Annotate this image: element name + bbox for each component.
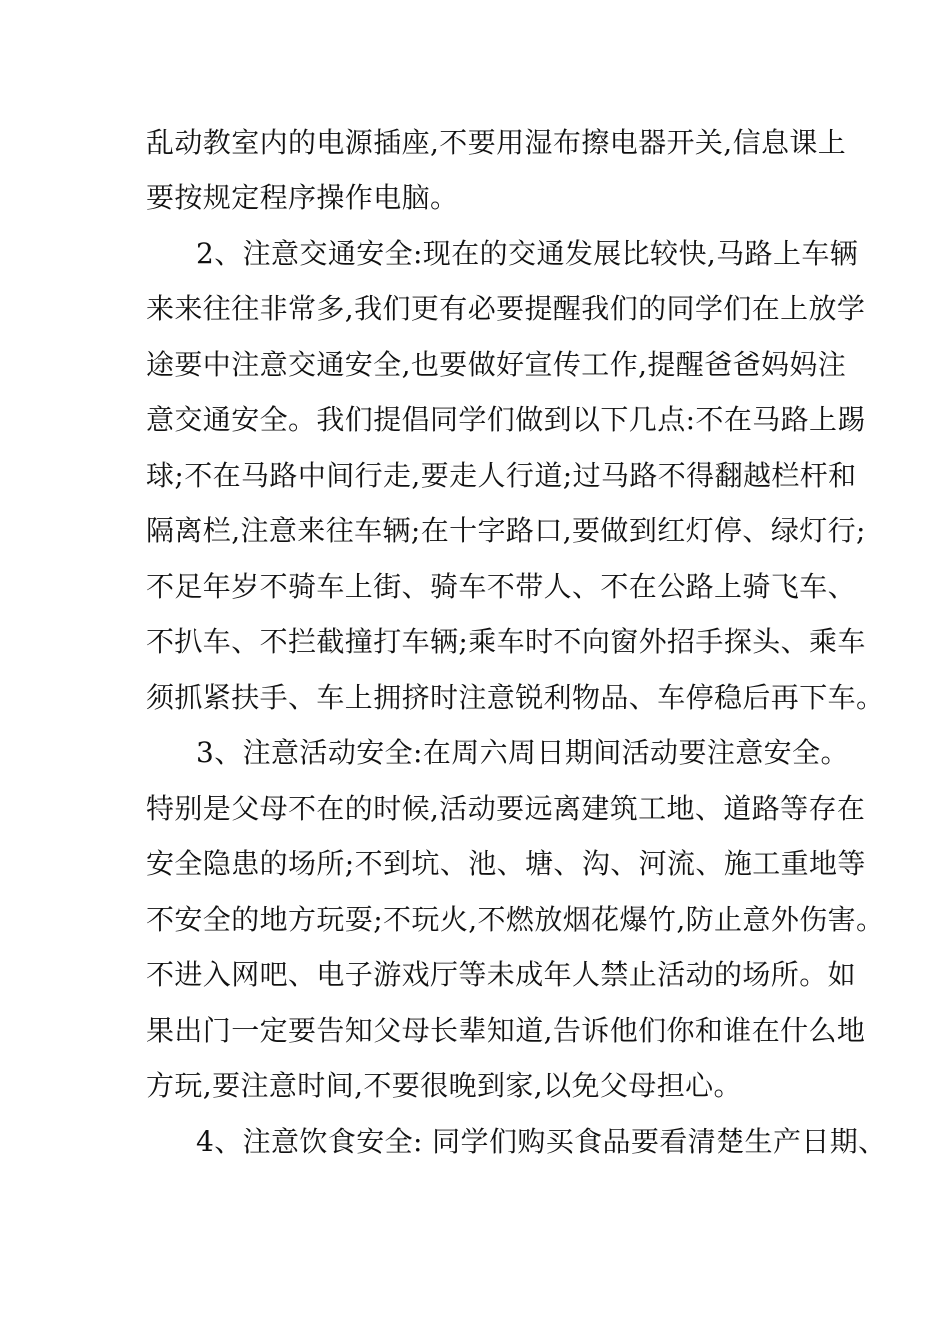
text-line: 不足年岁不骑车上街、骑车不带人、不在公路上骑飞车、	[146, 570, 857, 603]
text-line: 途要中注意交通安全,也要做好宣传工作,提醒爸爸妈妈注	[146, 348, 847, 381]
text-line: 隔离栏,注意来往车辆;在十字路口,要做到红灯停、绿灯行;	[146, 514, 866, 547]
text-line: 球;不在马路中间行走,要走人行道;过马路不得翻越栏杆和	[146, 459, 857, 492]
paragraph-3-start: 3、注意活动安全:在周六周日期间活动要注意安全。	[196, 736, 849, 769]
text-line: 乱动教室内的电源插座,不要用湿布擦电器开关,信息课上	[146, 126, 847, 159]
text-line: 不安全的地方玩耍;不玩火,不燃放烟花爆竹,防止意外伤害。	[146, 903, 885, 936]
text-line: 果出门一定要告知父母长辈知道,告诉他们你和谁在什么地	[146, 1014, 866, 1047]
text-line: 不进入网吧、电子游戏厅等未成年人禁止活动的场所。如	[146, 958, 857, 991]
text-line: 方玩,要注意时间,不要很晚到家,以免父母担心。	[146, 1069, 742, 1102]
paragraph-4-start: 4、注意饮食安全: 同学们购买食品要看清楚生产日期、	[196, 1125, 887, 1158]
paragraph-2-start: 2、注意交通安全:现在的交通发展比较快,马路上车辆	[196, 237, 859, 270]
text-line: 要按规定程序操作电脑。	[146, 181, 459, 214]
text-line: 来来往往非常多,我们更有必要提醒我们的同学们在上放学	[146, 292, 866, 325]
text-line: 意交通安全。我们提倡同学们做到以下几点:不在马路上踢	[146, 403, 866, 436]
text-line: 不扒车、不拦截撞打车辆;乘车时不向窗外招手探头、乘车	[146, 625, 866, 658]
text-line: 须抓紧扶手、车上拥挤时注意锐利物品、车停稳后再下车。	[146, 681, 885, 714]
text-line: 特别是父母不在的时候,活动要远离建筑工地、道路等存在	[146, 792, 866, 825]
text-line: 安全隐患的场所;不到坑、池、塘、沟、河流、施工重地等	[146, 847, 866, 880]
